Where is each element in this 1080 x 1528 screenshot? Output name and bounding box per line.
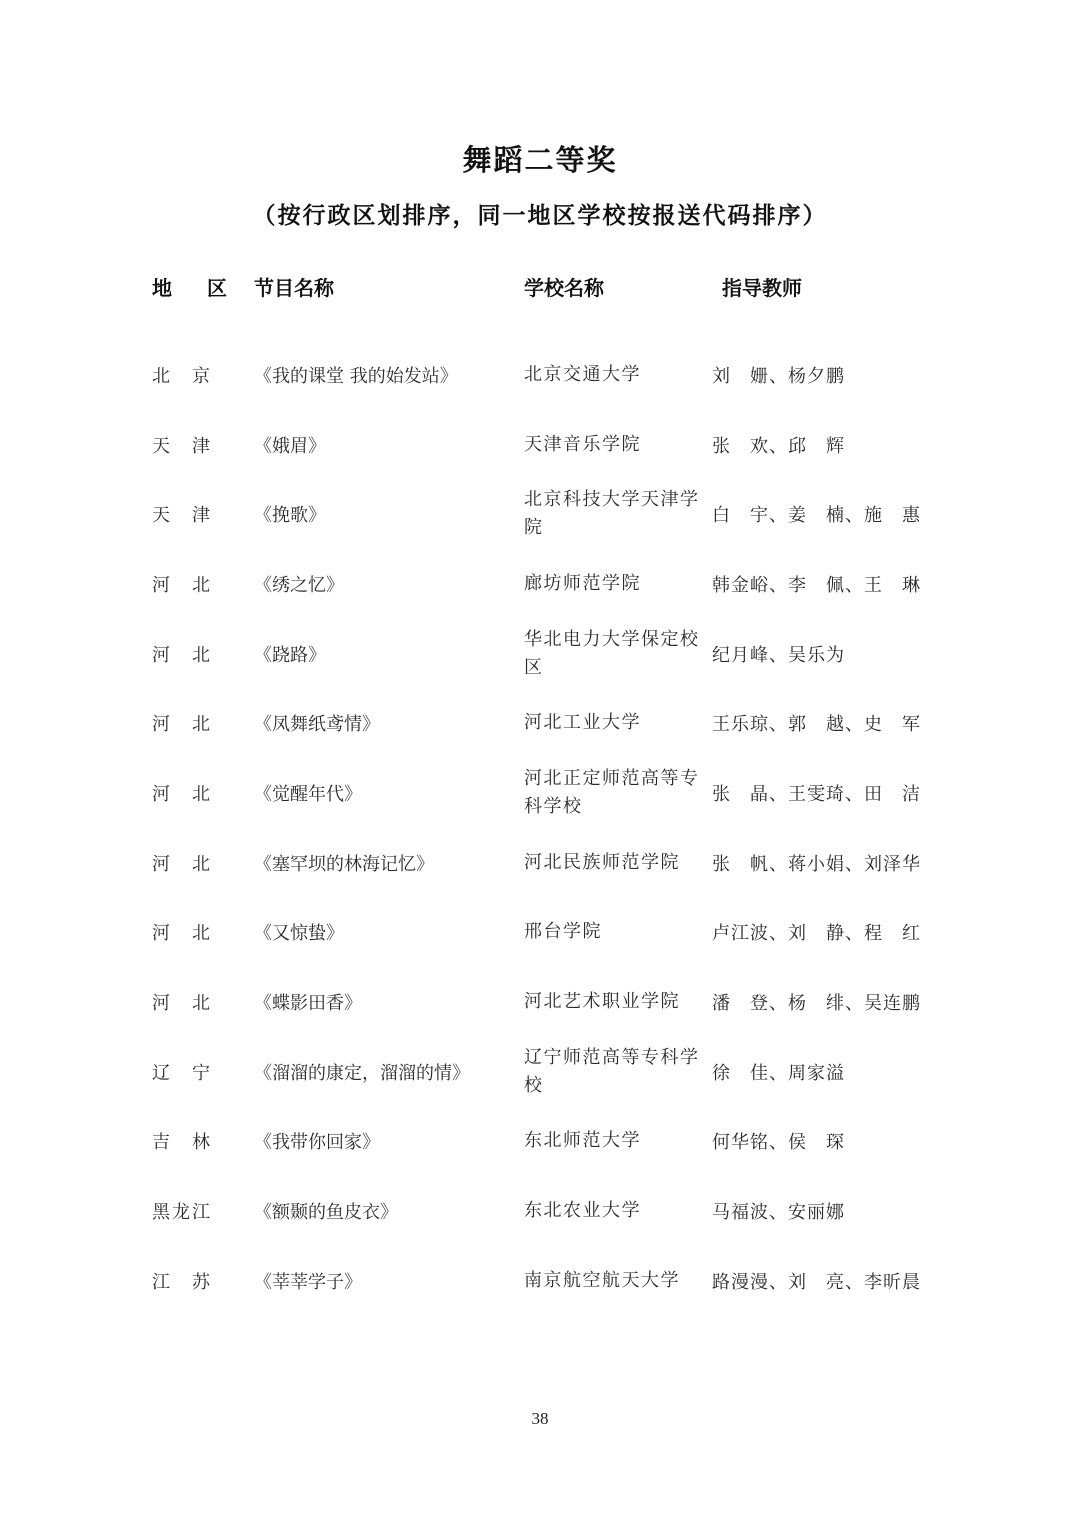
table-row — [0, 549, 1080, 619]
cell-region: 黑龙江 — [152, 1202, 212, 1224]
cell-teacher: 路漫漫、刘 亮、李昕晨 — [712, 1271, 921, 1293]
cell-program: 《莘莘学子》 — [254, 1271, 362, 1293]
table-row — [0, 1107, 1080, 1177]
cell-teacher: 韩金峪、李 佩、王 琳 — [712, 574, 921, 596]
cell-region: 河 北 — [152, 714, 212, 736]
cell-program: 《额颞的鱼皮衣》 — [254, 1202, 398, 1224]
cell-teacher: 卢江波、刘 静、程 红 — [712, 923, 921, 945]
table-row — [0, 1246, 1080, 1316]
cell-region: 天 津 — [152, 435, 212, 457]
cell-region: 河 北 — [152, 574, 212, 596]
cell-school: 辽宁师范高等专科学校 — [524, 1046, 700, 1096]
cell-school: 河北正定师范高等专科学校 — [524, 767, 700, 817]
cell-school: 东北师范大学 — [524, 1130, 641, 1152]
cell-program: 《蝶影田香》 — [254, 993, 362, 1015]
cell-program: 《绣之忆》 — [254, 574, 344, 596]
cell-teacher: 张 帆、蒋小娟、刘泽华 — [712, 853, 921, 875]
table-row — [0, 340, 1080, 410]
header-school: 学校名称 — [524, 276, 604, 300]
cell-school: 华北电力大学保定校区 — [524, 628, 700, 678]
page-subtitle: （按行政区划排序，同一地区学校按报送代码排序） — [252, 203, 828, 229]
cell-region: 吉 林 — [152, 1132, 212, 1154]
cell-school: 南京航空航天大学 — [524, 1269, 680, 1291]
table-row — [0, 410, 1080, 480]
cell-teacher: 张 欢、邱 辉 — [712, 435, 845, 457]
cell-region: 河 北 — [152, 923, 212, 945]
cell-teacher: 徐 佳、周家溢 — [712, 1062, 845, 1084]
cell-school: 天津音乐学院 — [524, 433, 641, 455]
cell-program: 《跷路》 — [254, 644, 326, 666]
cell-teacher: 王乐琼、郭 越、史 军 — [712, 714, 921, 736]
cell-program: 《挽歌》 — [254, 505, 326, 527]
cell-region: 北 京 — [152, 365, 212, 387]
table-header — [0, 272, 1080, 302]
page-title: 舞蹈二等奖 — [462, 143, 618, 177]
cell-program: 《我带你回家》 — [254, 1132, 380, 1154]
table-row — [0, 688, 1080, 758]
table-row — [0, 967, 1080, 1037]
cell-school: 廊坊师范学院 — [524, 572, 641, 594]
header-region: 地 区 — [152, 276, 241, 300]
cell-program: 《娥眉》 — [254, 435, 326, 457]
cell-region: 河 北 — [152, 644, 212, 666]
cell-teacher: 潘 登、杨 绯、吴连鹏 — [712, 993, 921, 1015]
cell-school: 河北艺术职业学院 — [524, 991, 680, 1013]
table-row — [0, 898, 1080, 968]
cell-region: 辽 宁 — [152, 1062, 212, 1084]
cell-teacher: 白 宇、姜 楠、施 惠 — [712, 505, 921, 527]
header-program: 节目名称 — [254, 276, 334, 300]
table-row — [0, 828, 1080, 898]
cell-teacher: 马福波、安丽娜 — [712, 1202, 845, 1224]
cell-region: 河 北 — [152, 783, 212, 805]
table-row — [0, 758, 1080, 828]
cell-school: 北京交通大学 — [524, 363, 641, 385]
table-row — [0, 1037, 1080, 1107]
cell-school: 邢台学院 — [524, 921, 602, 943]
award-table — [0, 340, 1080, 1316]
cell-program: 《塞罕坝的林海记忆》 — [254, 853, 434, 875]
header-teacher: 指导教师 — [722, 276, 802, 300]
cell-program: 《我的课堂 我的始发站》 — [254, 365, 458, 387]
page-number: 38 — [531, 1409, 549, 1428]
cell-school: 河北工业大学 — [524, 712, 641, 734]
cell-program: 《凤舞纸鸢情》 — [254, 714, 380, 736]
cell-region: 河 北 — [152, 853, 212, 875]
cell-program: 《觉醒年代》 — [254, 783, 362, 805]
cell-region: 河 北 — [152, 993, 212, 1015]
cell-teacher: 刘 姗、杨夕鹏 — [712, 365, 845, 387]
cell-school: 北京科技大学天津学院 — [524, 489, 700, 539]
cell-region: 江 苏 — [152, 1271, 212, 1293]
table-row — [0, 1176, 1080, 1246]
table-row — [0, 619, 1080, 689]
table-row — [0, 479, 1080, 549]
cell-school: 河北民族师范学院 — [524, 851, 680, 873]
cell-teacher: 何华铭、侯 琛 — [712, 1132, 845, 1154]
cell-teacher: 张 晶、王雯琦、田 洁 — [712, 783, 921, 805]
cell-teacher: 纪月峰、吴乐为 — [712, 644, 845, 666]
cell-school: 东北农业大学 — [524, 1200, 641, 1222]
cell-program: 《又惊蛰》 — [254, 923, 344, 945]
cell-region: 天 津 — [152, 505, 212, 527]
cell-program: 《溜溜的康定，溜溜的情》 — [254, 1062, 470, 1084]
